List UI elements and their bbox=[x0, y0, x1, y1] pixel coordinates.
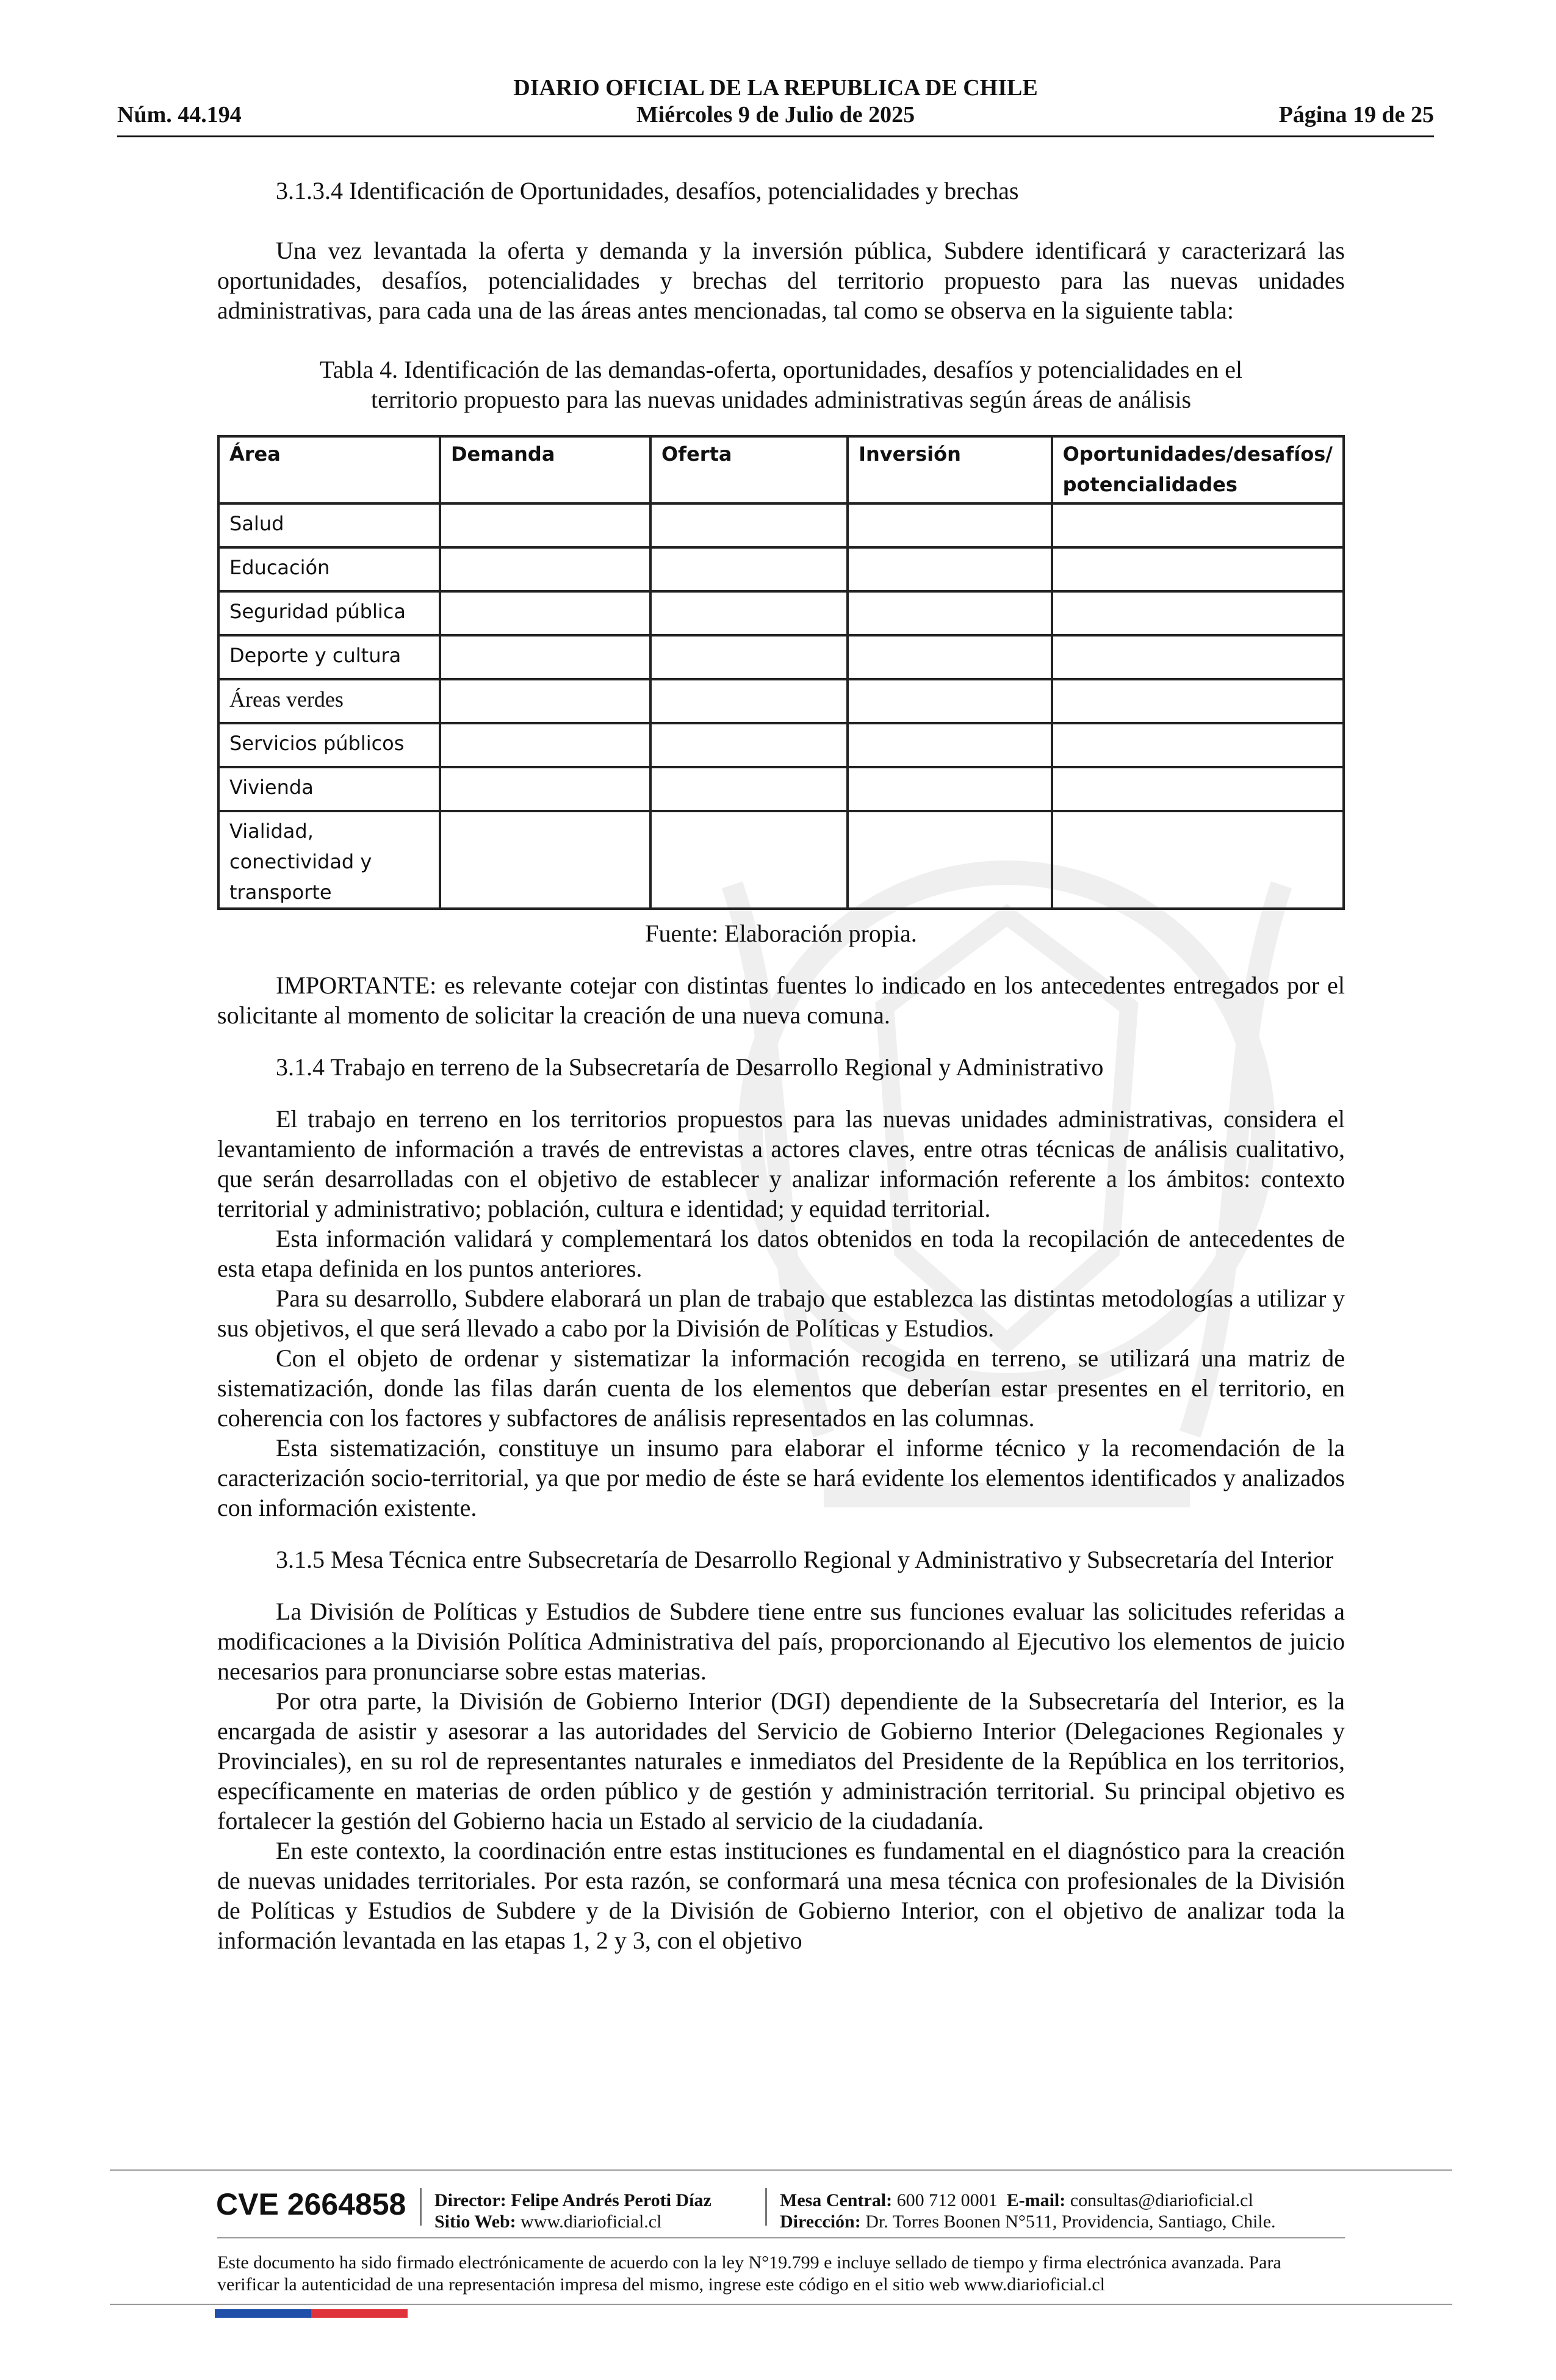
table-cell bbox=[440, 767, 650, 811]
paragraph-315-3: En este contexto, la coordinación entre estas instituciones es fundamental en el diagnóstico para la creación de nuevas unidades territoriales. Por esta razón, se conformará una mesa técnica con profesionales de la División de Políticas y Estudios de Subdere y de la División de Gobierno Interior, con el objetivo de analizar toda la información levantada en las etapas 1, 2 y 3, con el objetivo bbox=[217, 1837, 1345, 1954]
table-cell bbox=[440, 591, 650, 635]
table-source: Fuente: Elaboración propia. bbox=[645, 920, 917, 947]
paragraph-314-2: Esta información validará y complementará los datos obtenidos en toda la recopilación de antecedentes de esta etapa definida en los puntos anteriores. bbox=[217, 1225, 1345, 1282]
table-cell bbox=[440, 547, 650, 591]
paragraph-315-2: Por otra parte, la División de Gobierno Interior (DGI) dependiente de la Subsecretaría del Interior, es la encargada de asistir y asesorar a las autoridades del Servicio de Gobierno Interior (Delegaciones Regionales y Provinciales), en su rol de representantes naturales e inmediatos del Presidente de la República en los territorios, específicamente en materias de orden público y de gestión y administración territorial. Su principal objetivo es fortalecer la gestión del Gobierno hacia un Estado al servicio de la ciudadanía. bbox=[217, 1687, 1345, 1834]
table-header-row bbox=[218, 436, 1344, 503]
table-cell bbox=[650, 811, 848, 909]
column-header-area: Área bbox=[218, 436, 440, 503]
footer-divider-top bbox=[110, 2169, 1452, 2171]
row-label-seguridad: Seguridad pública bbox=[218, 591, 440, 635]
table-row bbox=[218, 811, 1344, 909]
issue-number: Núm. 44.194 bbox=[117, 102, 242, 128]
flag-red-segment bbox=[311, 2309, 408, 2318]
table-row bbox=[218, 723, 1344, 767]
section-heading-3134: 3.1.3.4 Identificación de Oportunidades, desafíos, potencialidades y brechas bbox=[276, 177, 1019, 204]
table-cell bbox=[1052, 811, 1344, 909]
signature-note: Este documento ha sido firmado electrónicamente de acuerdo con la ley N°19.799 e incluye sellado de tiempo y firma electrónica avanzada. Para verificar la autenticidad de una representación impresa del mismo, ingrese este código en el sitio web www.diarioficial.cl bbox=[217, 2252, 1281, 2295]
column-header-demanda: Demanda bbox=[440, 436, 650, 503]
page-header bbox=[117, 74, 1434, 142]
footer-divider-bottom bbox=[110, 2304, 1452, 2305]
analysis-table bbox=[217, 435, 1345, 910]
column-header-inversion: Inversión bbox=[848, 436, 1051, 503]
flag-color-bar bbox=[215, 2309, 408, 2318]
website-line bbox=[434, 2211, 711, 2232]
table-cell bbox=[440, 635, 650, 679]
header-divider bbox=[117, 135, 1434, 137]
table-cell bbox=[440, 679, 650, 723]
row-label-salud: Salud bbox=[218, 503, 440, 547]
table-cell bbox=[650, 723, 848, 767]
table-cell bbox=[650, 591, 848, 635]
table-cell bbox=[848, 679, 1051, 723]
table-caption-line-1: Tabla 4. Identificación de las demandas-oferta, oportunidades, desafíos y potencialidades en el bbox=[319, 356, 1243, 383]
website-link[interactable]: www.diarioficial.cl bbox=[520, 2212, 662, 2232]
page-number: Página 19 de 25 bbox=[1278, 102, 1434, 128]
email-link[interactable]: consultas@diarioficial.cl bbox=[1070, 2190, 1253, 2210]
table-cell bbox=[650, 767, 848, 811]
table-cell bbox=[650, 635, 848, 679]
paragraph-314-3: Para su desarrollo, Subdere elaborará un plan de trabajo que establezca las distintas metodologías a utilizar y sus objetivos, el que será llevado a cabo por la División de Políticas y Estudios. bbox=[217, 1285, 1345, 1342]
footer-separator bbox=[420, 2188, 422, 2226]
table-cell bbox=[650, 547, 848, 591]
director-value: Felipe Andrés Peroti Díaz bbox=[511, 2190, 711, 2210]
table-cell bbox=[848, 503, 1051, 547]
footer-contact-block bbox=[780, 2190, 1276, 2232]
table-row bbox=[218, 503, 1344, 547]
table-cell bbox=[1052, 635, 1344, 679]
footer-divider-middle bbox=[217, 2237, 1345, 2238]
paragraph-3134: Una vez levantada la oferta y demanda y la inversión pública, Subdere identificará y caracterizará las oportunidades, desafíos, potencialidades y brechas del territorio propuesto para las nuevas unidades administrativas, para cada una de las áreas antes mencionadas, tal como se observa en la siguiente tabla: bbox=[217, 237, 1345, 324]
email-label: E-mail: bbox=[1006, 2190, 1066, 2210]
table-cell bbox=[440, 811, 650, 909]
row-label-educacion: Educación bbox=[218, 547, 440, 591]
row-label-vivienda: Vivienda bbox=[218, 767, 440, 811]
paragraph-315-1: La División de Políticas y Estudios de Subdere tiene entre sus funciones evaluar las solicitudes referidas a modificaciones a la División Política Administrativa del país, proporcionando al Ejecutivo los elementos de juicio necesarios para pronunciarse sobre estas materias. bbox=[217, 1598, 1345, 1685]
issue-date: Miércoles 9 de Julio de 2025 bbox=[636, 102, 915, 128]
table-row bbox=[218, 591, 1344, 635]
row-label-vialidad: Vialidad, conectividad y transporte bbox=[218, 811, 440, 909]
address-label: Dirección: bbox=[780, 2212, 861, 2232]
flag-blue-segment bbox=[215, 2309, 311, 2318]
table-row bbox=[218, 679, 1344, 723]
table-row bbox=[218, 547, 1344, 591]
paragraph-314-4: Con el objeto de ordenar y sistematizar la información recogida en terreno, se utilizará una matriz de sistematización, donde las filas darán cuenta de los elementos que deberían estar presentes en el territorio, en coherencia con los factores y subfactores de análisis representados en las columnas. bbox=[217, 1344, 1345, 1432]
address-value: Dr. Torres Boonen N°511, Providencia, Santiago, Chile. bbox=[865, 2212, 1276, 2232]
column-header-oferta: Oferta bbox=[650, 436, 848, 503]
footer-separator bbox=[765, 2188, 767, 2226]
table-cell bbox=[1052, 547, 1344, 591]
section-heading-315: 3.1.5 Mesa Técnica entre Subsecretaría de Desarrollo Regional y Administrativo y Subsecretaría del Interior bbox=[276, 1546, 1334, 1573]
website-label: Sitio Web: bbox=[434, 2212, 516, 2232]
table-cell bbox=[848, 723, 1051, 767]
director-label: Director: bbox=[434, 2190, 506, 2210]
analysis-table-wrapper bbox=[217, 435, 1345, 910]
table-cell bbox=[1052, 723, 1344, 767]
column-header-oportunidades: Oportunidades/desafíos/ potencialidades bbox=[1052, 436, 1344, 503]
table-cell bbox=[1052, 503, 1344, 547]
phone-label: Mesa Central: bbox=[780, 2190, 893, 2210]
table-cell bbox=[1052, 679, 1344, 723]
section-heading-314: 3.1.4 Trabajo en terreno de la Subsecretaría de Desarrollo Regional y Administrativo bbox=[276, 1053, 1104, 1081]
newspaper-title: DIARIO OFICIAL DE LA REPUBLICA DE CHILE bbox=[513, 75, 1038, 101]
table-row bbox=[218, 767, 1344, 811]
document-body bbox=[217, 176, 1345, 1955]
table-cell bbox=[848, 811, 1051, 909]
paragraph-314-1: El trabajo en terreno en los territorios propuestos para las nuevas unidades administrativas, considera el levantamiento de información a través de entrevistas a actores claves, entre otras técnicas de análisis cualitativo, que serán desarrolladas con el objetivo de establecer y analizar información referente a los ámbitos: contexto territorial y administrativo; población, cultura e identidad; y equidad territorial. bbox=[217, 1105, 1345, 1222]
address-line bbox=[780, 2211, 1276, 2232]
row-label-servicios: Servicios públicos bbox=[218, 723, 440, 767]
table-cell bbox=[1052, 591, 1344, 635]
contact-line bbox=[780, 2190, 1276, 2211]
table-cell bbox=[650, 503, 848, 547]
table-cell bbox=[848, 591, 1051, 635]
header-center bbox=[117, 74, 1434, 128]
table-cell bbox=[650, 679, 848, 723]
table-caption-line-2: territorio propuesto para las nuevas unidades administrativas según áreas de análisis bbox=[370, 386, 1192, 413]
director-line bbox=[434, 2190, 711, 2211]
table-cell bbox=[440, 723, 650, 767]
footer-director-block bbox=[434, 2190, 711, 2232]
row-label-areas-verdes: Áreas verdes bbox=[218, 679, 440, 723]
table-cell bbox=[848, 547, 1051, 591]
paragraph-314-5: Esta sistematización, constituye un insumo para elaborar el informe técnico y la recomendación de la caracterización socio-territorial, ya que por medio de éste se hará evidente los elementos identificados y analizados con información existente. bbox=[217, 1434, 1345, 1521]
phone-value: 600 712 0001 bbox=[896, 2190, 998, 2210]
table-caption bbox=[217, 355, 1345, 414]
table-cell bbox=[848, 767, 1051, 811]
row-label-deporte: Deporte y cultura bbox=[218, 635, 440, 679]
table-cell bbox=[440, 503, 650, 547]
table-row bbox=[218, 635, 1344, 679]
important-note: IMPORTANTE: es relevante cotejar con distintas fuentes lo indicado en los antecedentes entregados por el solicitante al momento de solicitar la creación de una nueva comuna. bbox=[217, 972, 1345, 1029]
table-cell bbox=[848, 635, 1051, 679]
table-cell bbox=[1052, 767, 1344, 811]
cve-code: CVE 2664858 bbox=[216, 2187, 406, 2221]
